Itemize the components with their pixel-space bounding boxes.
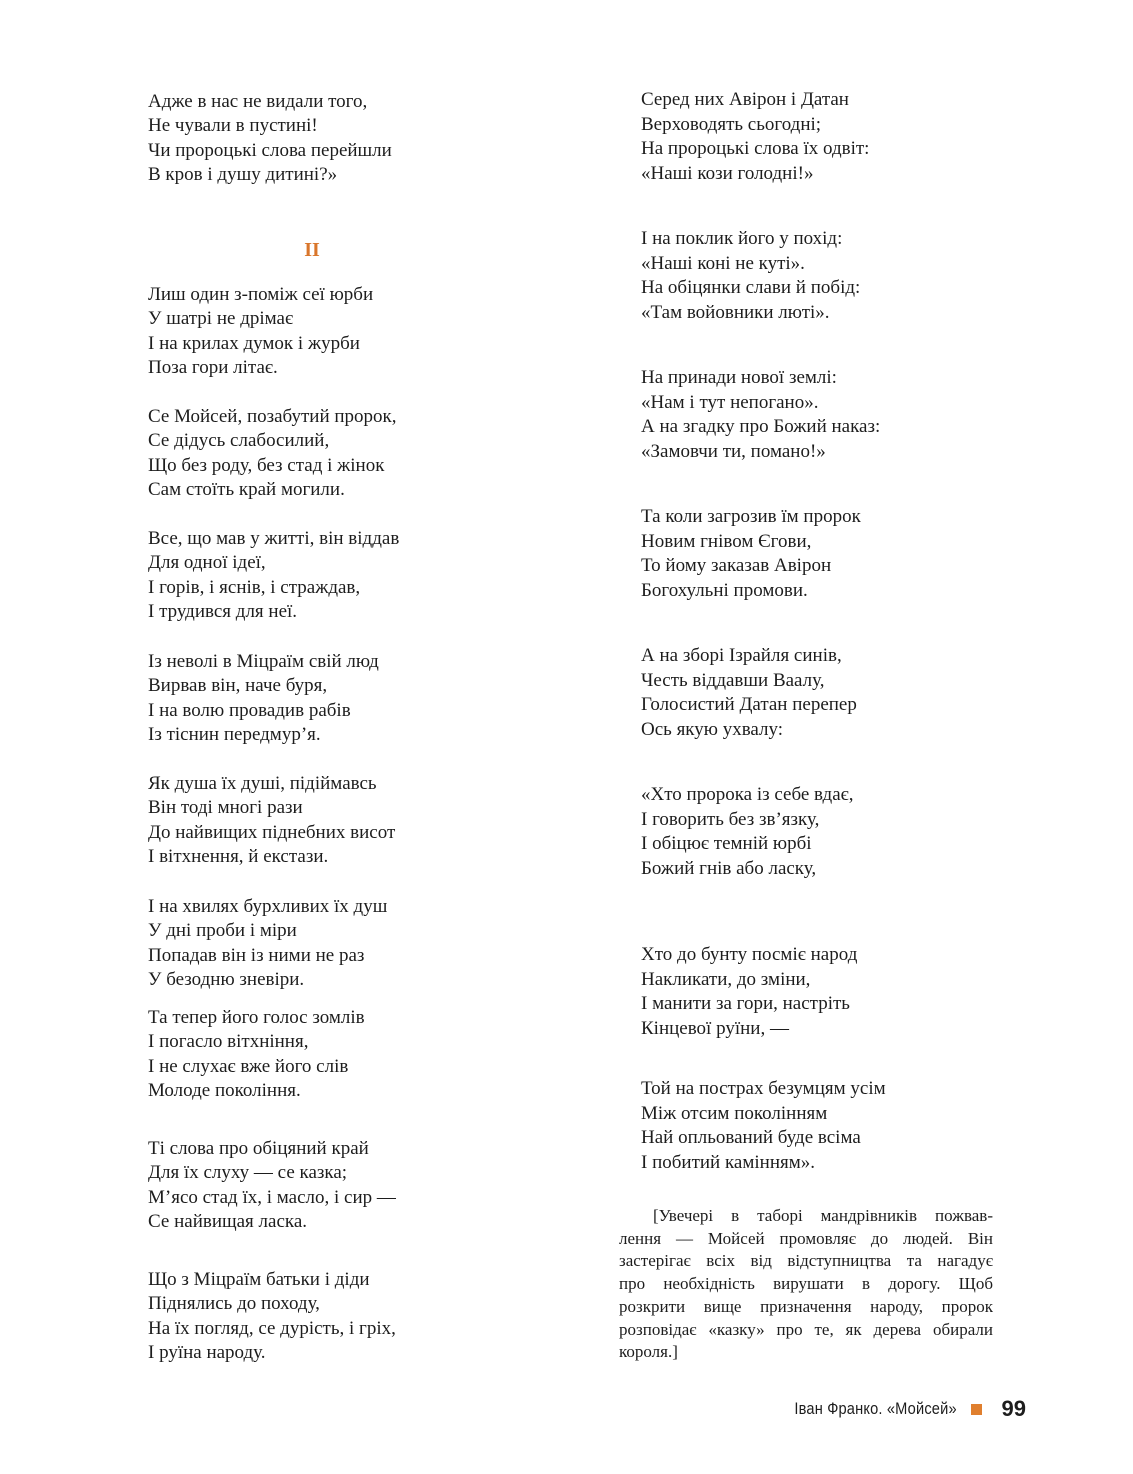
left-stanza-6 <box>148 772 395 869</box>
verse-line: Серед них Авірон і Датан <box>641 89 849 110</box>
note-line: розкрити вище призначення народу, пророк <box>619 1296 993 1316</box>
verse-line: Адже в нас не видали того, <box>148 91 368 112</box>
verse-line: Честь віддавши Ваалу, <box>641 669 825 691</box>
verse-line: Богохульні промови. <box>641 579 808 601</box>
verse-line: І побитий камінням». <box>641 1151 815 1173</box>
verse-line: Сам стоїть край могили. <box>148 478 345 500</box>
verse-line: До найвищих піднебних висот <box>148 821 396 843</box>
verse-line: І вітхнення, й екстази. <box>148 845 329 867</box>
verse-line: Як душа їх душі, підіймавсь <box>148 773 377 794</box>
verse-line: Се найвищая ласка. <box>148 1210 308 1232</box>
right-stanza-6 <box>641 783 854 881</box>
note-line: короля.] <box>619 1342 678 1362</box>
right-stanza-7 <box>641 943 857 1041</box>
verse-line: Між отсим поколінням <box>641 1102 828 1124</box>
verse-line: Не чували в пустині! <box>148 115 318 137</box>
right-stanza-8 <box>641 1077 886 1175</box>
verse-line: Молоде покоління. <box>148 1079 301 1101</box>
verse-line: І на поклик його у похід: <box>641 228 843 249</box>
verse-line: Що без роду, без стад і жінок <box>148 454 385 476</box>
verse-line: В кров і душу дитині?» <box>148 163 338 185</box>
verse-line: Та коли загрозив їм пророк <box>641 506 861 527</box>
right-stanza-3 <box>641 366 880 464</box>
left-stanza-7 <box>148 895 387 992</box>
left-stanza-5 <box>148 650 379 747</box>
verse-line: Піднялись до походу, <box>148 1293 320 1315</box>
verse-line: Поза гори літає. <box>148 356 278 378</box>
section-number: II <box>304 239 320 261</box>
left-stanza-3 <box>148 405 397 502</box>
verse-line: Він тоді многі рази <box>148 797 303 819</box>
verse-line: У безодню зневіри. <box>148 968 305 990</box>
verse-line: То йому заказав Авірон <box>641 555 832 577</box>
verse-line: «Хто пророка із себе вдає, <box>641 784 854 805</box>
verse-line: І на хвилях бурхливих їх душ <box>148 896 388 917</box>
left-stanza-2 <box>148 283 373 380</box>
left-stanza-9 <box>148 1137 396 1234</box>
running-title: Іван Франко. «Мойсей» <box>794 1399 957 1418</box>
verse-line: «Замовчи ти, помано!» <box>641 440 826 462</box>
note-line: про необхідність вирушати в дорогу. Щоб <box>619 1274 993 1294</box>
verse-line: М’ясо стад їх, і масло, і сир — <box>148 1186 396 1208</box>
note-line: лення — Мойсей промовляє до людей. Він <box>619 1228 993 1248</box>
verse-line: На обіцянки слави й побід: <box>641 277 861 299</box>
verse-line: Божий гнів або ласку, <box>641 857 817 879</box>
verse-line: Вирвав він, наче буря, <box>148 675 328 697</box>
verse-line: У дні проби і міри <box>148 920 297 942</box>
verse-line: Для їх слуху — се казка; <box>148 1162 348 1184</box>
verse-line: Попадав він із ними не раз <box>148 944 365 966</box>
right-stanza-4 <box>641 505 861 603</box>
verse-line: І манити за гори, настріть <box>641 993 850 1015</box>
verse-line: На принади нової землі: <box>641 367 837 388</box>
verse-line: І руїна народу. <box>148 1341 266 1363</box>
verse-line: І на волю провадив рабів <box>148 699 351 721</box>
verse-line: Се дідусь слабосилий, <box>148 430 330 452</box>
verse-line: І трудився для неї. <box>148 600 298 622</box>
verse-line: І не слухає вже його слів <box>148 1055 349 1077</box>
verse-line: А на згадку про Божий наказ: <box>641 416 881 438</box>
note-line: розповідає «казку» про те, як дерева обирали <box>619 1319 993 1339</box>
verse-line: Той на пострах безумцям усім <box>641 1078 886 1099</box>
verse-line: І горів, і яснів, і страждав, <box>148 576 361 598</box>
editorial-note <box>619 1205 993 1364</box>
verse-line: Із тіснин передмур’я. <box>148 723 321 745</box>
verse-line: І на крилах думок і журби <box>148 332 360 354</box>
note-line: [Увечері в таборі мандрівників пожвав- <box>653 1206 993 1225</box>
verse-line: Накликати, до зміни, <box>641 968 811 990</box>
left-stanza-1 <box>148 90 392 187</box>
left-stanza-10 <box>148 1268 396 1365</box>
verse-line: Все, що мав у житті, він віддав <box>148 528 400 549</box>
page-footer <box>768 1395 1026 1423</box>
verse-line: Ті слова про обіцяний край <box>148 1138 369 1159</box>
left-stanza-8 <box>148 1006 365 1103</box>
verse-line: Най опльований буде всіма <box>641 1127 861 1149</box>
verse-line: Ось якую ухвалу: <box>641 718 784 740</box>
verse-line: І погасло вітхніння, <box>148 1031 309 1053</box>
verse-line: А на зборі Ізрайля синів, <box>641 645 842 666</box>
note-line: застерігає всіх від відступництва та нагадує <box>619 1251 993 1271</box>
verse-line: На пророцькі слова їх одвіт: <box>641 138 870 160</box>
verse-line: Кінцевої руїни, — <box>641 1017 789 1039</box>
page-number: 99 <box>1001 1396 1026 1421</box>
verse-line: Верховодять сьогодні; <box>641 113 822 135</box>
verse-line: На їх погляд, се дурість, і гріх, <box>148 1317 396 1339</box>
verse-line: І обіцює темній юрбі <box>641 833 812 855</box>
verse-line: «Наші коні не куті». <box>641 252 805 274</box>
left-stanza-4 <box>148 527 399 624</box>
verse-line: Новим гнівом Єгови, <box>641 530 812 552</box>
verse-line: Хто до бунту посміє народ <box>641 944 858 965</box>
verse-line: Чи пророцькі слова перейшли <box>148 139 392 161</box>
verse-line: Голосистий Датан перепер <box>641 694 857 716</box>
right-stanza-1 <box>641 88 869 186</box>
verse-line: Лиш один з-поміж сеї юрби <box>148 284 374 305</box>
verse-line: Для одної ідеї, <box>148 552 266 574</box>
right-stanza-5 <box>641 644 857 742</box>
verse-line: Та тепер його голос зомлів <box>148 1007 365 1028</box>
accent-square-icon <box>971 1404 982 1415</box>
verse-line: У шатрі не дрімає <box>148 308 294 330</box>
verse-line: «Там войовники люті». <box>641 301 830 323</box>
right-stanza-2 <box>641 227 860 325</box>
verse-line: І говорить без зв’язку, <box>641 808 820 830</box>
verse-line: Із неволі в Міцраїм свій люд <box>148 651 379 672</box>
verse-line: «Наші кози голодні!» <box>641 162 814 184</box>
verse-line: Се Мойсей, позабутий пророк, <box>148 406 397 427</box>
verse-line: Що з Міцраїм батьки і діди <box>148 1269 370 1290</box>
verse-line: «Нам і тут непогано». <box>641 391 819 413</box>
